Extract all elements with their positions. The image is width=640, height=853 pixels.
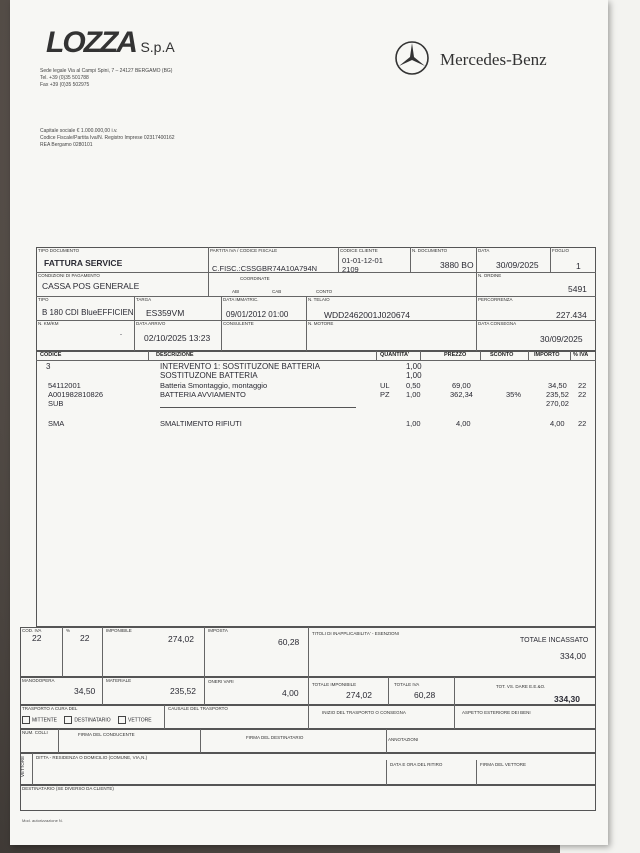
rule [164,705,165,729]
alt-recipient-label: DESTINATARIO (SE DIVERSO DA CLIENTE) [22,786,114,791]
transport-by-label: TRASPORTO A CURA DEL [22,706,78,711]
rule [386,760,387,785]
rule [476,760,477,785]
recipient-checkbox[interactable] [64,716,72,724]
rule [102,677,103,705]
collected-value: 334,00 [560,651,586,661]
mileage-value: 227.434 [556,310,587,320]
col-vat: % IVA [573,352,589,358]
rule [454,677,455,705]
table-row [36,399,596,410]
rule [480,351,481,360]
doc-type-value: FATTURA SERVICE [44,258,123,268]
rule [388,677,389,705]
company-address [40,68,280,89]
labor-label: MANODOPERA [22,678,55,683]
mercedes-star-icon [394,40,430,81]
rule [420,351,421,360]
plate-value: ES359VM [146,308,185,318]
cell-code: 54112001 [48,381,81,390]
rule [528,351,529,360]
rule [221,296,222,351]
cell-code: 3 [46,362,51,371]
goods-aspect-label: ASPETTO ESTERIORE DEI BENI [462,710,531,715]
pickup-date-label: DATA E ORA DEL RITIRO [390,762,443,767]
rule [204,627,205,677]
recipient-signature-label: FIRMA DEL DESTINATARIO [246,735,304,740]
piva-label: PARTITA IVA / CODICE FISCALE [210,248,278,253]
chassis-value: WDD2462001J020674 [324,310,411,320]
company-logo [46,26,175,60]
rule [208,272,209,296]
col-discount: SCONTO [490,352,514,358]
transport-options [22,716,152,724]
recipient-option-label: DESTINATARIO [74,717,111,724]
amount-due-value: 334,30 [554,694,580,704]
capital-line: REA Bergamo 0280101 [40,142,93,148]
cell-amount: 270,02 [546,399,569,408]
vat-code-label: COD. IVA [22,628,42,633]
rule [476,272,477,296]
tax-label: IMPOSTA [208,628,228,633]
pct-label: % [66,628,71,633]
cell-qty: 0,50 [406,381,421,390]
cell-description: Batteria Smontaggio, montaggio [160,381,268,390]
rule [308,627,309,677]
rule [476,247,477,272]
cell-vat: 22 [578,390,587,399]
company-suffix: S.p.A [140,39,175,55]
doc-number-value: 3880 BO [440,260,474,270]
abi-label: ABI [232,289,240,294]
cell-code: A001982810826 [48,390,104,399]
items-body [36,362,596,442]
rule [204,677,205,705]
cell-description: SOSTITUZONE BATTERIA [160,371,258,380]
transport-reason-label: CAUSALE DEL TRASPORTO [168,706,228,711]
rule [454,705,455,729]
cell-description: INTERVENTO 1: SOSTITUZONE BATTERIA [160,362,321,371]
company-residence-label: DITTA - RESIDENZA O DOMICILIO (COMUNE, VIA,N.) [36,755,148,760]
piva-value: C.FISC.:CSSGBR74A10A794N [212,264,318,273]
cell-description: SMALTIMENTO RIFIUTI [160,419,242,428]
table-row [36,419,596,430]
consultant-label: CONSULENTE [223,321,254,326]
address-line: Sede legale Via al Campi Spini, 7 – 24127 BERGAMO (BG) [40,68,173,74]
carrier-option-label: VETTORE [128,717,152,724]
col-code: CODICE [40,352,62,358]
address-line: Fax +39 (0)35 502975 [40,82,90,88]
cell-qty: 1,00 [406,371,422,380]
cell-price: 69,00 [452,381,471,390]
total-taxable-label: TOTALE IMPONIBILE [312,682,357,687]
cell-code: SMA [48,419,65,428]
rule [476,296,477,351]
vat-code-value: 22 [32,633,42,643]
col-description: DESCRIZIONE [156,352,194,358]
delivery-label: DATA CONSEGNA [478,321,517,326]
rule [570,351,571,360]
amount-due-label: TOT. VS. DARE E.E.&O. [496,684,546,689]
taxable-value: 274,02 [168,634,194,644]
mileage-label: PERCORRENZA [478,297,513,302]
customer-code-label: CODICE CLIENTE [340,248,378,253]
sender-option-label: MITTENTE [32,717,57,724]
rule [36,360,596,361]
chassis-label: N. TELAIO [308,297,330,302]
doc-type-label: TIPO DOCUMENTO [38,248,80,253]
cell-unit: UL [380,381,390,390]
company-capital [40,128,280,149]
bottom-note: Mod. autorizzazione N. [22,818,63,823]
total-vat-label: TOTALE IVA [394,682,420,687]
delivery-value: 30/09/2025 [540,334,583,344]
arrival-value: 02/10/2025 13:23 [144,333,211,343]
rule [550,247,551,272]
driver-signature-label: FIRMA DEL CONDUCENTE [78,732,135,737]
cell-qty: 1,00 [406,390,421,399]
cell-amount: 235,52 [546,390,569,399]
plate-label: TARGA [136,297,152,302]
total-taxable-value: 274,02 [346,690,372,700]
tax-value: 60,28 [278,637,300,647]
vehicle-type-label: TIPO [38,297,49,302]
rule [200,729,201,753]
cab-label: CAB [272,289,282,294]
cell-vat: 22 [578,419,587,428]
taxable-label: IMPONIBILE [106,628,132,633]
invoice-sheet [10,0,608,845]
sheet-value: 1 [576,261,581,271]
cell-vat: 22 [578,381,587,390]
cell-qty: 1,00 [406,419,421,428]
rule [338,247,339,272]
address-line: Tel. +39 (0)35 501788 [40,75,89,81]
rule [134,296,135,351]
cell-price: 4,00 [456,419,471,428]
cell-amount: 34,50 [548,381,567,390]
capital-line: Codice Fiscale/Partita Iva/N. Registro Imprese 02317400162 [40,135,175,141]
account-label: CONTO [316,289,333,294]
payment-value: CASSA POS GENERALE [42,281,140,291]
cell-discount: 35% [506,390,522,399]
sender-checkbox[interactable] [22,716,30,724]
date-value: 30/09/2025 [496,260,539,270]
rule [376,351,377,360]
other-value: 4,00 [282,688,299,698]
engine-label: N. MOTORE [308,321,334,326]
rule [308,705,309,729]
cell-amount: 4,00 [550,419,565,428]
col-price: PREZZO [444,352,467,358]
rule [62,627,63,677]
material-value: 235,52 [170,686,196,696]
date-label: DATA [478,248,490,253]
km-label: N. KM/KM [38,321,59,326]
rule [386,729,387,753]
transport-start-label: INIZIO DEL TRASPORTO O CONSEGNA [322,710,406,715]
carrier-signature-label: FIRMA DEL VETTORE [480,762,527,767]
packages-label: NUM. COLLI [22,730,48,735]
vehicle-type-value: B 180 CDI BlueEFFICIEN [42,308,134,317]
capital-line: Capitale sociale € 1.000.000,00 i.v. [40,128,118,134]
order-label: N. ORDINE [478,273,502,278]
rule [32,753,33,785]
labor-value: 34,50 [74,686,96,696]
rule [306,296,307,351]
rule [308,677,309,705]
cell-qty: 1,00 [406,362,422,371]
cell-description: BATTERIA AVVIAMENTO [160,390,246,399]
col-quantity: QUANTITA' [380,352,410,358]
rule [102,627,103,677]
material-label: MATERIALE [106,678,132,683]
carrier-checkbox[interactable] [118,716,126,724]
cell-unit: PZ [380,390,390,399]
customer-code-value: 01-01-12-01 [342,256,383,265]
company-logo-text: LOZZA [46,26,136,59]
km-value: - [120,332,122,338]
coordinates-label: COORDINATE [240,276,270,281]
customer-code-value2: 2109 [342,265,359,274]
col-amount: IMPORTO [534,352,560,358]
brand-name: Mercedes-Benz [440,50,547,69]
sheet-label: FOGLIO [552,248,570,253]
exemptions-label: TITOLI DI INAPPLICABILITA' - ESENZIONI [312,631,399,636]
cell-price: 362,34 [450,390,473,399]
arrival-label: DATA ARRIVO [136,321,166,326]
registration-value: 09/01/2012 01:00 [226,310,289,319]
other-label: ONERI VARI [208,679,234,684]
carrier-side-label: VETTORE [20,755,25,777]
collected-label: TOTALE INCASSATO [520,637,589,644]
cell-code: SUB [48,399,64,408]
pct-value: 22 [80,633,90,643]
rule [58,729,59,753]
payment-label: CONDIZIONI DI PAGAMENTO [38,273,100,278]
rule [410,247,411,272]
rule [208,247,209,272]
order-value: 5491 [568,284,587,294]
total-vat-value: 60,28 [414,690,436,700]
registration-label: DATA IMMATRIC. [223,297,259,302]
notes-label: ANNOTAZIONI [388,737,419,742]
doc-number-label: N. DOCUMENTO [412,248,448,253]
rule [148,351,149,360]
